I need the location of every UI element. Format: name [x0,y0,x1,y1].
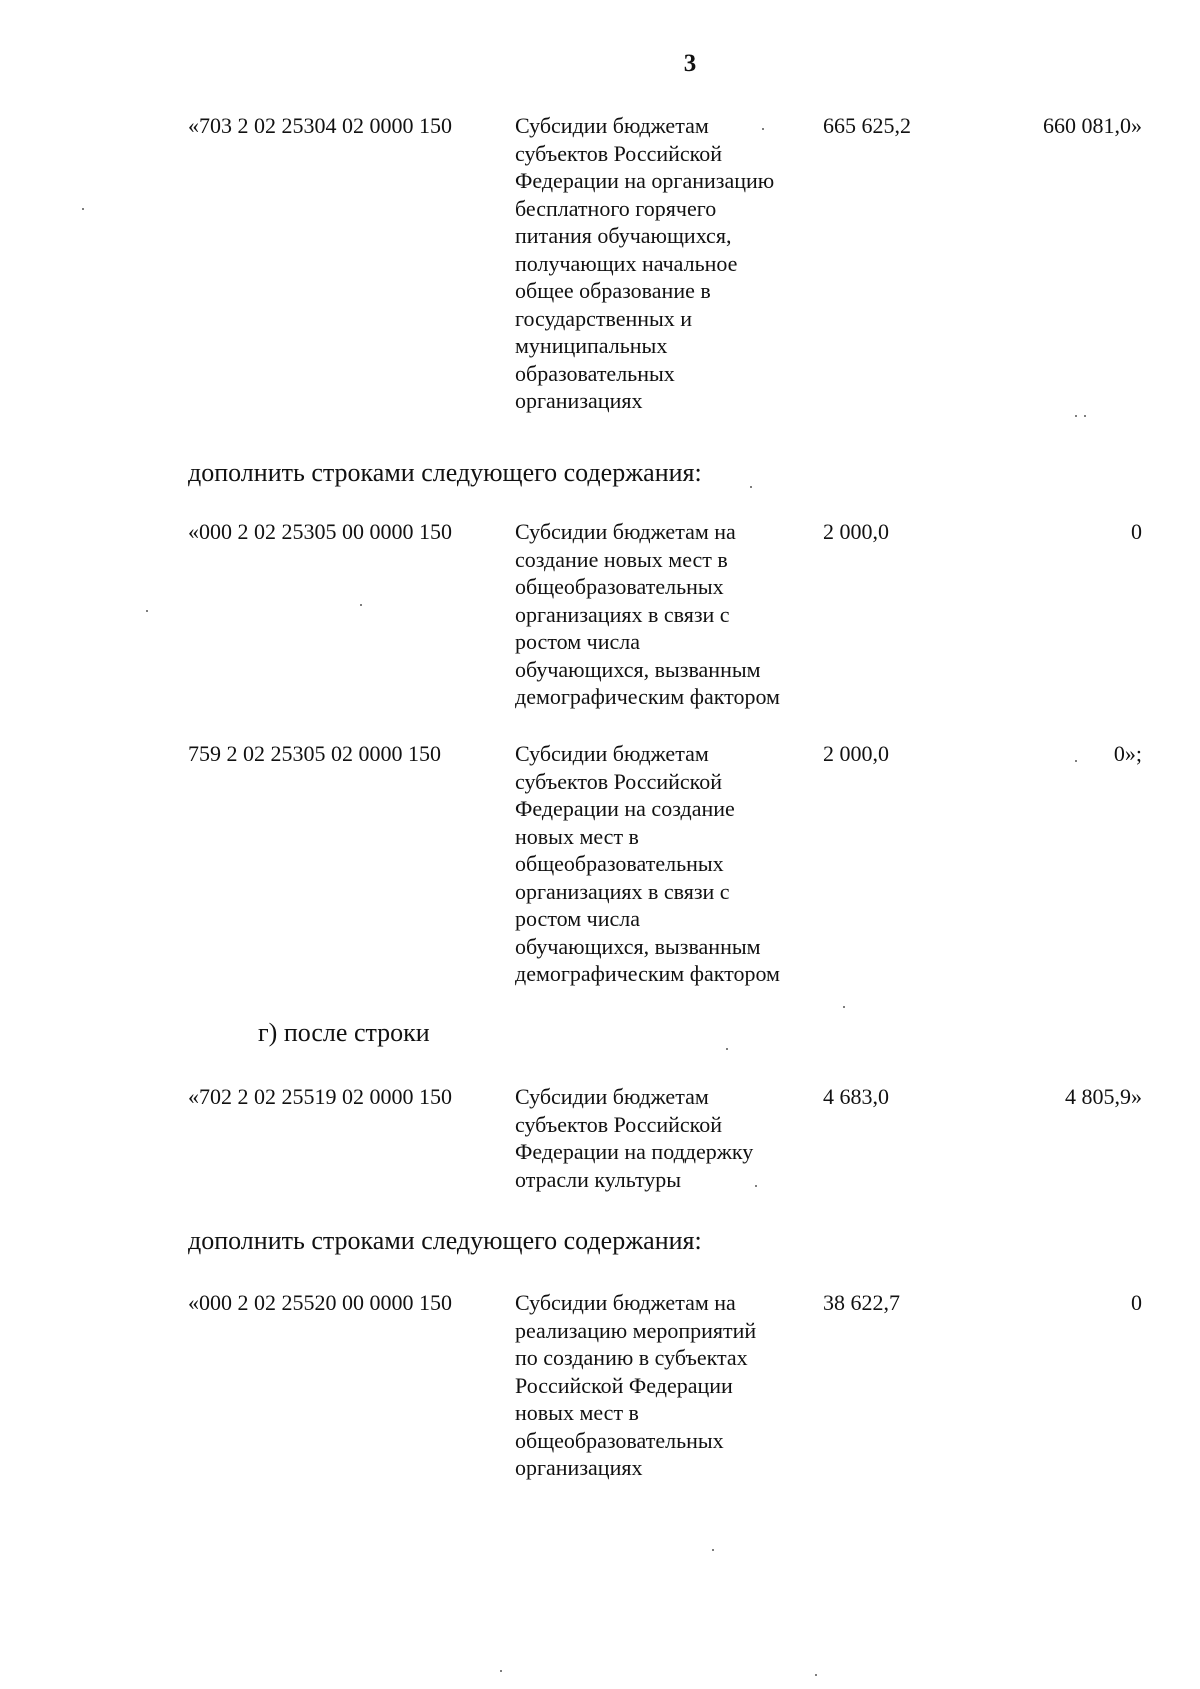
description-line: Субсидии бюджетам на [515,1290,736,1315]
description-line: новых мест в [515,1400,639,1425]
scan-speck [815,1674,817,1676]
budget-description [515,1083,835,1193]
scan-speck [1084,415,1086,417]
budget-code: «000 2 02 25305 00 0000 150 [188,519,452,544]
instruction-text: г) после строки [258,1018,430,1047]
description-line: общеобразовательных [515,1427,724,1453]
description-line: отрасли культуры [515,1166,682,1192]
description-line: ростом числа [515,906,640,931]
scan-speck [712,1549,714,1551]
description-line: обучающихся, вызванным [515,933,761,959]
description-line: демографическим фактором [515,684,780,709]
description-line: Федерации на поддержку [515,1139,754,1164]
scan-speck [82,208,84,210]
description-line: реализацию мероприятий [515,1317,757,1343]
description-line: создание новых мест в [515,546,728,572]
budget-code: «703 2 02 25304 02 0000 150 [188,113,452,138]
description-line: демографическим фактором [515,961,780,986]
description-line: образовательных [515,360,675,386]
scan-speck [750,486,752,488]
budget-description [515,740,835,988]
scan-speck [726,1048,728,1050]
description-line: питания обучающихся, [515,223,732,248]
description-line: Российской Федерации [515,1372,733,1398]
description-line: бесплатного горячего [515,195,717,221]
description-line: организациях [515,388,643,413]
description-line: обучающихся, вызванным [515,656,761,682]
page-number: 3 [683,50,697,77]
description-line: общее образование в [515,278,711,303]
scan-speck [500,1670,502,1672]
description-line: Федерации на создание [515,796,735,821]
description-line: Федерации на организацию [515,168,775,193]
scan-speck [360,604,362,606]
budget-description [515,518,835,711]
value-first-year: 665 625,2 [823,113,911,138]
value-second-year: 0 [1131,1290,1142,1315]
description-line: субъектов Российской [515,140,723,166]
scan-speck [1075,415,1077,417]
value-second-year: 0 [1131,519,1142,544]
description-line: по созданию в субъектах [515,1345,748,1370]
description-line: Субсидии бюджетам на [515,519,736,544]
description-line: субъектов Российской [515,768,723,794]
budget-description [515,1289,835,1482]
value-second-year: 660 081,0» [1043,113,1142,138]
description-line: муниципальных [515,333,668,358]
instruction-text: дополнить строками следующего содержания: [188,1226,702,1255]
description-line: Субсидии бюджетам [515,1084,709,1109]
description-line: Субсидии бюджетам [515,113,709,138]
value-second-year: 0»; [1113,741,1142,766]
budget-description [515,112,835,415]
value-first-year: 4 683,0 [823,1084,889,1109]
budget-code: «702 2 02 25519 02 0000 150 [188,1084,452,1109]
scan-speck [755,1185,757,1187]
scan-speck [146,610,148,612]
description-line: новых мест в [515,823,639,849]
budget-code: 759 2 02 25305 02 0000 150 [188,741,441,766]
value-second-year: 4 805,9» [1065,1084,1142,1109]
value-first-year: 38 622,7 [823,1290,900,1315]
value-first-year: 2 000,0 [823,741,889,766]
description-line: общеобразовательных [515,851,724,876]
description-line: общеобразовательных [515,574,724,599]
description-line: Субсидии бюджетам [515,741,709,766]
description-line: организациях в связи с [515,878,730,904]
scan-speck [762,128,764,130]
description-line: субъектов Российской [515,1111,723,1137]
budget-code: «000 2 02 25520 00 0000 150 [188,1290,452,1315]
instruction-text: дополнить строками следующего содержания: [188,458,702,487]
description-line: ростом числа [515,629,640,654]
description-line: государственных и [515,305,693,331]
scan-speck [1075,760,1077,762]
description-line: получающих начальное [515,250,738,276]
description-line: организациях [515,1455,643,1480]
scan-speck [843,1006,845,1008]
value-first-year: 2 000,0 [823,519,889,544]
description-line: организациях в связи с [515,601,730,627]
